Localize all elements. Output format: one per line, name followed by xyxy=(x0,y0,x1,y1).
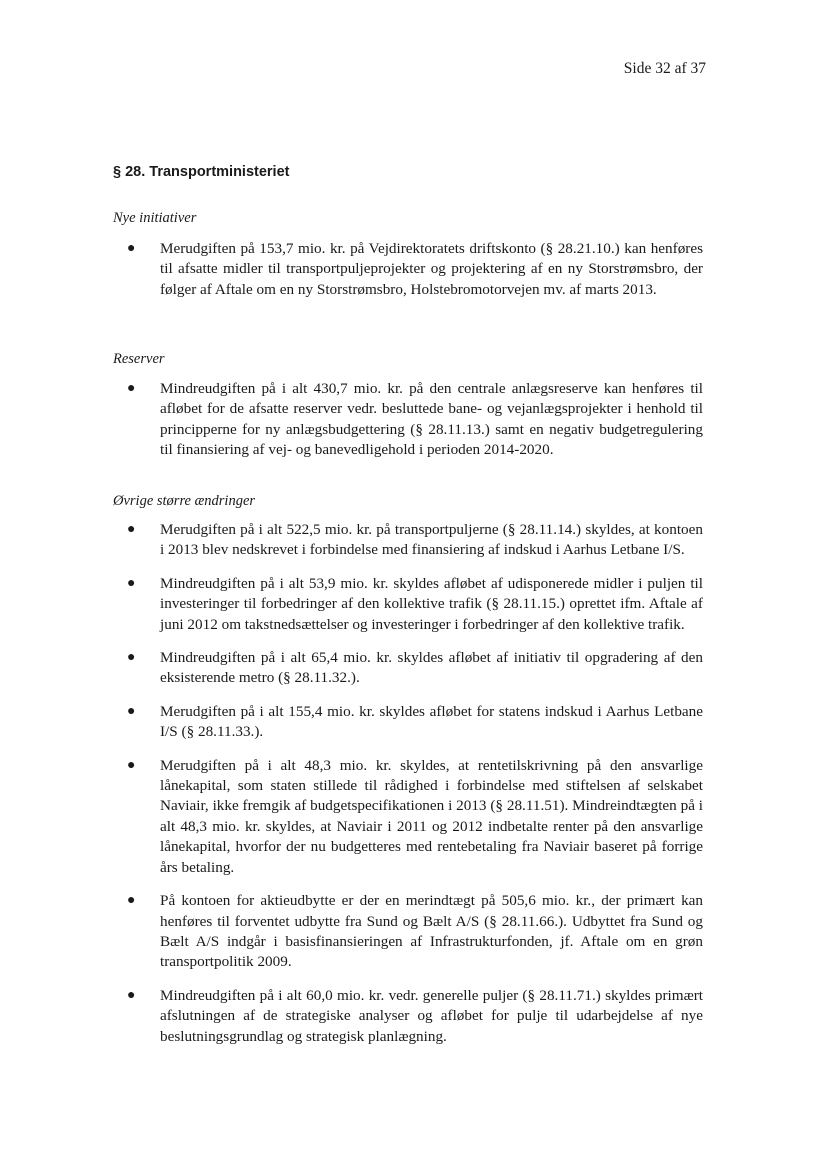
list-item: ● Merudgiften på i alt 155,4 mio. kr. skyldes afløbet for statens indskud i Aarhus Letbane I/S (§ 28.11.33.). xyxy=(127,702,703,741)
bullet-icon: ● xyxy=(127,522,136,537)
list-item: ● Mindreudgiften på i alt 60,0 mio. kr. vedr. generelle puljer (§ 28.11.71.) skyldes primært afslutningen af de strategiske analyser og afløbet for pulje til udarbejdelse af nye beslutningsgrundlag og strategisk planlægning. xyxy=(127,986,703,1045)
bullet-icon: ● xyxy=(127,703,136,719)
section-title-oevrige: Øvrige større ændringer xyxy=(113,493,256,509)
list-reserver xyxy=(113,379,703,474)
list-item: ● På kontoen for aktieudbytte er der en merindtægt på 505,6 mio. kr., der primært kan henføres til forventet udbytte fra Sund og Bælt A/S (§ 28.11.66.). Udbyttet fra Sund og Bælt A/S indgår i basisfinansieringen af Infrastrukturfonden, jf. Aftale om en grøn transportpolitik 2009. xyxy=(127,892,703,971)
list-nye-initiativer xyxy=(113,239,703,313)
list-oevrige xyxy=(113,520,703,1060)
bullet-icon: ● xyxy=(127,893,136,909)
bullet-icon: ● xyxy=(127,650,136,666)
bullet-icon: ● xyxy=(127,381,136,396)
section-title-reserver: Reserver xyxy=(113,351,165,367)
bullet-icon: ● xyxy=(127,987,136,1003)
list-item: ● Merudgiften på i alt 522,5 mio. kr. på transportpuljerne (§ 28.11.14.) skyldes, at kontoen i 2013 blev nedskrevet i forbindelse med finansiering af indskud i Aarhus Letbane I/S. xyxy=(127,521,703,559)
list-item: ● Merudgiften på 153,7 mio. kr. på Vejdirektoratets driftskonto (§ 28.21.10.) kan henføres til afsatte midler til transportpuljeprojekter og projektering af en ny Storstrømsbro, der følger af Aftale om en ny Storstrømsbro, Holstebromotorvejen mv. af marts 2013. xyxy=(127,240,703,298)
page-number: Side 32 af 37 xyxy=(623,60,706,77)
list-item: ● Mindreudgiften på i alt 65,4 mio. kr. skyldes afløbet af initiativ til opgradering af den eksisterende metro (§ 28.11.32.). xyxy=(127,649,703,687)
bullet-icon: ● xyxy=(127,241,136,256)
bullet-icon: ● xyxy=(127,575,136,591)
list-item: ● Mindreudgiften på i alt 430,7 mio. kr. på den centrale anlægsreserve kan henføres til afløbet for de afsatte reserver vedr. besluttede bane- og vejanlægsprojekter i henhold til principperne for ny anlægsbudgettering (§ 28.11.13.) samt en negativ budgetregulering til finansiering af vej- og banevedligehold i perioden 2014-2020. xyxy=(127,380,703,459)
bullet-icon: ● xyxy=(127,757,136,773)
list-item: ● Mindreudgiften på i alt 53,9 mio. kr. skyldes afløbet af udisponerede midler i puljen til investeringer til forbedringer af den kollektive trafik (§ 28.11.15.) oprettet ifm. Aftale af juni 2012 om takstnedsættelser og investeringer i forbedringer af den kollektive trafik. xyxy=(127,574,703,633)
section-heading: § 28. Transportministeriet xyxy=(113,164,290,180)
section-title-nye-initiativer: Nye initiativer xyxy=(113,210,197,226)
list-item: ● Merudgiften på i alt 48,3 mio. kr. skyldes, at rentetilskrivning på den ansvarlige lånekapital, som staten stillede til rådighed i forbindelse med stiftelsen af selskabet Naviair, ikke fremgik af budgetspecifikationen i 2013 (§ 28.11.51). Mindreindtægten på i alt 48,3 mio. kr. skyldes, at Naviair i 2011 og 2012 indbetalte renter på den ansvarlige lånekapital, hvorfor der nu budgetteres med rentebetaling fra Naviair baseret på forrige års betaling. xyxy=(127,756,703,876)
